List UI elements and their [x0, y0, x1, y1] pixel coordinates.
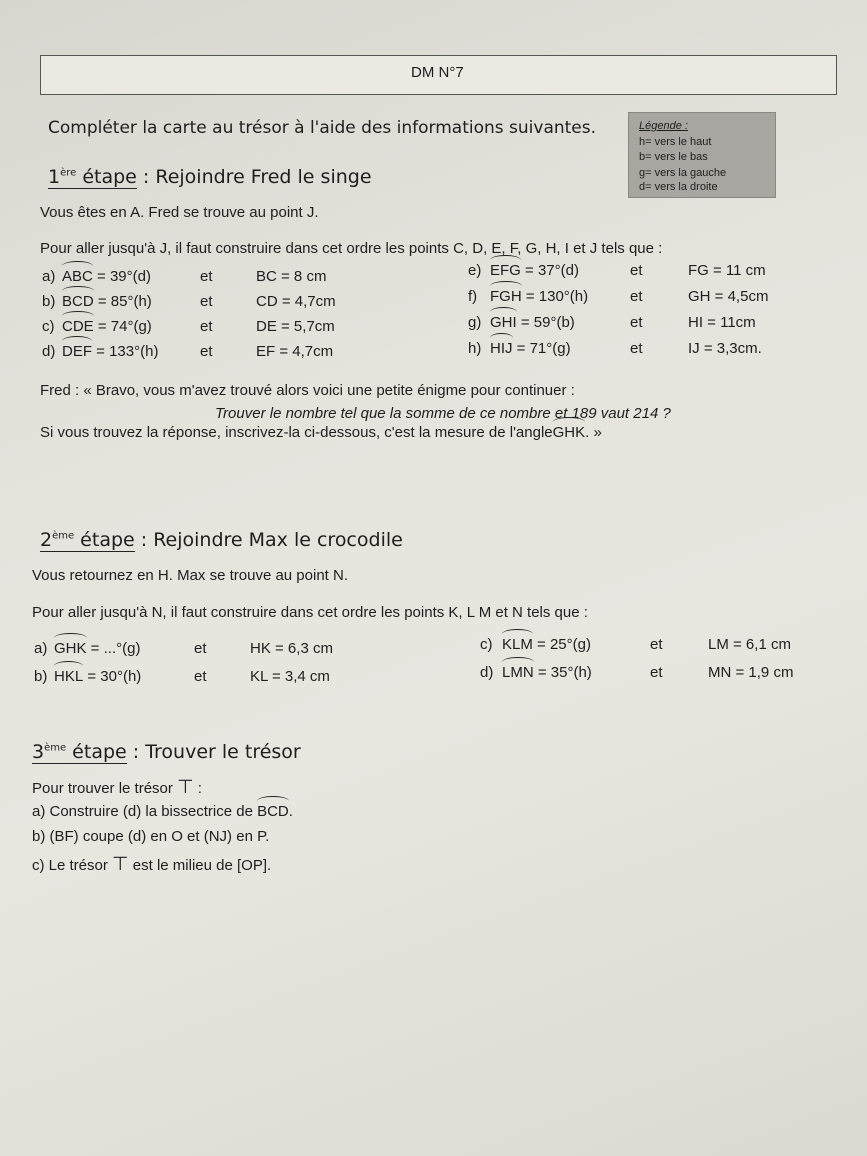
step3-b: b) (BF) coupe (d) en O et (NJ) en P. — [32, 828, 270, 845]
angle-value: = 130°(h) — [521, 288, 589, 305]
step3-c-end: est le milieu de [OP]. — [132, 857, 272, 874]
row-letter: a) — [42, 268, 56, 285]
angle-measure — [490, 288, 588, 305]
row-letter: c) — [480, 636, 493, 653]
segment-length: HK = 6,3 cm — [250, 640, 333, 657]
angle-measure — [62, 343, 158, 360]
segment-length: BC = 8 cm — [256, 268, 327, 285]
step3-label-a: étape — [66, 741, 127, 763]
angle-name: ABC — [62, 268, 93, 285]
step2-label-a: étape — [74, 529, 135, 551]
legend-item: h= vers le haut — [639, 136, 712, 148]
step1-sup: ère — [60, 167, 77, 179]
step1-start: Vous êtes en A. Fred se trouve au point J. — [40, 204, 319, 221]
step3-a-end: . — [288, 803, 293, 820]
step3-a — [32, 803, 293, 820]
angle-measure — [490, 340, 571, 357]
row-letter: b) — [42, 293, 56, 310]
row-letter: d) — [480, 664, 494, 681]
angle-value: = 71°(g) — [512, 340, 571, 357]
angle-name: CDE — [62, 318, 94, 335]
step3-find — [32, 776, 202, 799]
segment-length: DE = 5,7cm — [256, 318, 335, 335]
angle-value: = 30°(h) — [83, 668, 142, 685]
angle-measure — [62, 268, 151, 285]
angle-value: = 37°(d) — [520, 262, 579, 279]
angle-name: HIJ — [490, 340, 513, 357]
segment-length: IJ = 3,3cm. — [688, 340, 762, 357]
treasure-symbol: ⊤ — [112, 854, 129, 875]
fred-speech-1: Fred : « Bravo, vous m'avez trouvé alors voici une petite énigme pour continuer : — [40, 382, 575, 399]
angle-measure — [502, 664, 592, 681]
step3-a-text: a) Construire (d) la bissectrice de — [32, 803, 258, 820]
angle-measure — [490, 262, 579, 279]
step2-start: Vous retournez en H. Max se trouve au point N. — [32, 567, 349, 584]
angle-ghk: GHK — [552, 424, 586, 441]
step2-label: : Rejoindre Max le crocodile — [134, 529, 403, 551]
angle-measure — [62, 318, 152, 335]
step1-number: 1 — [48, 166, 61, 188]
segment-length: CD = 4,7cm — [256, 293, 336, 310]
row-letter: h) — [468, 340, 482, 357]
angle-measure — [502, 636, 591, 653]
step3-heading — [32, 741, 301, 763]
row-letter: f) — [468, 288, 478, 305]
segment-length: MN = 1,9 cm — [708, 664, 794, 681]
segment-length: FG = 11 cm — [688, 262, 766, 279]
legend-title: Légende : — [639, 120, 688, 132]
angle-value: = 25°(g) — [532, 636, 591, 653]
angle-name: BCD — [62, 293, 94, 310]
step3-number: 3 — [32, 741, 45, 763]
segment-length: KL = 3,4 cm — [250, 668, 330, 685]
angle-measure — [490, 314, 575, 331]
legend-box — [628, 112, 776, 198]
angle-name: GHI — [490, 314, 517, 331]
step1-label-a: étape — [76, 166, 137, 188]
step2-sup: ème — [52, 530, 75, 542]
step3-colon: : — [193, 780, 202, 797]
step2-instructions: Pour aller jusqu'à N, il faut construire dans cet ordre les points K, L M et N tels que : — [32, 604, 588, 621]
angle-name: GHK — [54, 640, 87, 657]
row-letter: b) — [34, 668, 48, 685]
step3-find-text: Pour trouver le trésor — [32, 780, 173, 797]
row-et: et — [200, 343, 213, 360]
fred-speech-2-text: Si vous trouvez la réponse, inscrivez-la ci-dessous, c'est la mesure de l'angle — [40, 424, 553, 441]
angle-name: EFG — [490, 262, 521, 279]
row-et: et — [200, 318, 213, 335]
angle-name: FGH — [490, 288, 522, 305]
angle-value: = 39°(d) — [92, 268, 151, 285]
row-et: et — [650, 636, 663, 653]
angle-measure — [54, 640, 140, 657]
angle-value: = 74°(g) — [93, 318, 152, 335]
segment-length: LM = 6,1 cm — [708, 636, 791, 653]
angle-measure — [62, 293, 152, 310]
row-letter: a) — [34, 640, 48, 657]
row-letter: c) — [42, 318, 55, 335]
step2-heading — [40, 529, 403, 551]
step2-number: 2 — [40, 529, 53, 551]
step1-instructions: Pour aller jusqu'à J, il faut construire dans cet ordre les points C, D, E, F, G, H, I et J tels que : — [40, 240, 663, 257]
angle-name: LMN — [502, 664, 534, 681]
row-et: et — [630, 262, 643, 279]
angle-value: = 35°(h) — [533, 664, 592, 681]
row-et: et — [630, 288, 643, 305]
fred-speech-2-end: . » — [585, 424, 602, 441]
angle-value: = 133°(h) — [92, 343, 159, 360]
row-et: et — [194, 640, 207, 657]
segment-length: HI = 11cm — [688, 314, 756, 331]
row-letter: d) — [42, 343, 56, 360]
legend-item: g= vers la gauche — [639, 167, 727, 179]
legend-item: b= vers le bas — [639, 151, 708, 163]
angle-value: = 85°(h) — [93, 293, 152, 310]
angle-name: KLM — [502, 636, 533, 653]
title-box — [40, 55, 837, 95]
step1-label: : Rejoindre Fred le singe — [136, 166, 372, 188]
step3-sup: ème — [44, 742, 67, 754]
row-et: et — [630, 340, 643, 357]
row-letter: g) — [468, 314, 482, 331]
treasure-symbol: ⊤ — [177, 777, 194, 798]
row-et: et — [200, 293, 213, 310]
row-et: et — [194, 668, 207, 685]
angle-name: DEF — [62, 343, 92, 360]
step3-c-text: c) Le trésor — [32, 857, 108, 874]
row-letter: e) — [468, 262, 482, 279]
legend-item: d= vers la droite — [639, 181, 718, 193]
step3-label: : Trouver le trésor — [126, 741, 301, 763]
page-title: DM N°7 — [411, 64, 464, 81]
angle-name: HKL — [54, 668, 84, 685]
angle-value: = ...°(g) — [86, 640, 141, 657]
row-et: et — [650, 664, 663, 681]
riddle-text: Trouver le nombre tel que la somme de ce nombre et 189 vaut 214 ? — [215, 405, 671, 422]
segment-length: EF = 4,7cm — [256, 343, 334, 360]
row-et: et — [630, 314, 643, 331]
step1-heading — [48, 166, 372, 188]
fred-speech-2 — [40, 424, 602, 441]
angle-measure — [54, 668, 141, 685]
step3-c — [32, 853, 271, 876]
angle-value: = 59°(b) — [516, 314, 575, 331]
angle-bcd: BCD — [257, 803, 289, 820]
intro-text: Compléter la carte au trésor à l'aide des informations suivantes. — [48, 118, 597, 138]
row-et: et — [200, 268, 213, 285]
segment-length: GH = 4,5cm — [688, 288, 769, 305]
